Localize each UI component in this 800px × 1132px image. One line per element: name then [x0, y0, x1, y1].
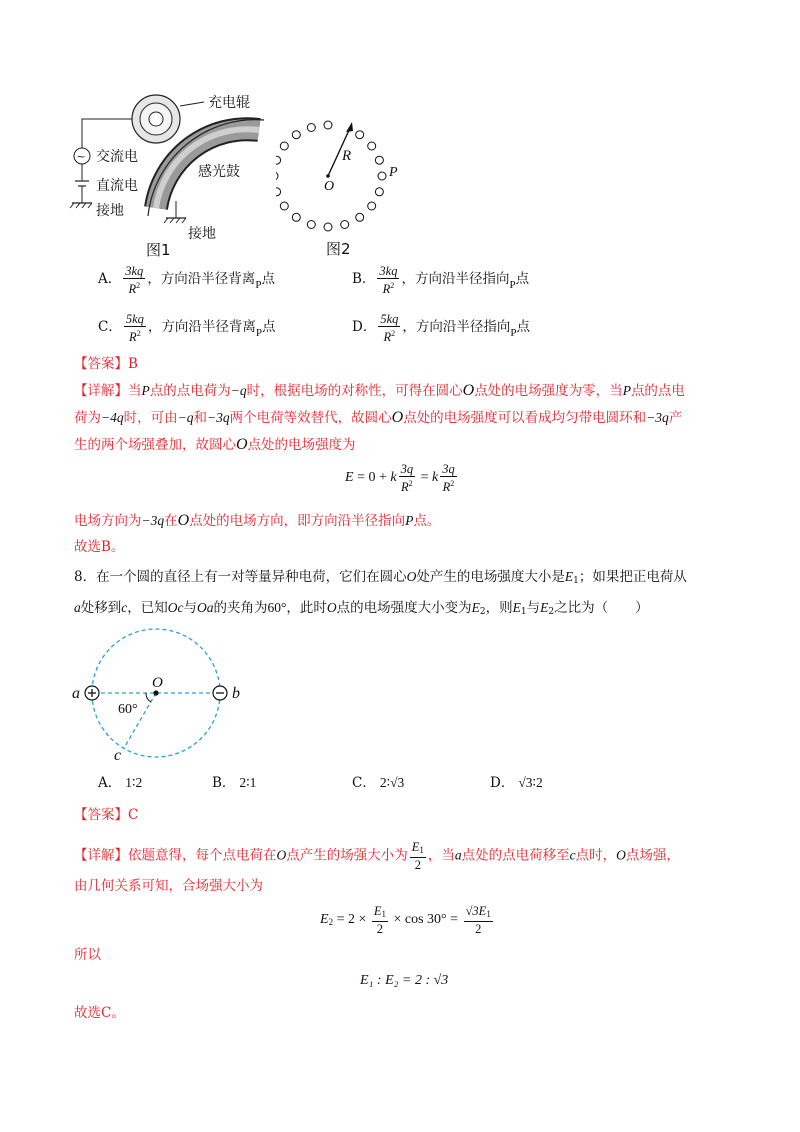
q7-detail-line-2 — [74, 408, 682, 428]
q7-sym: O — [236, 436, 248, 453]
ring-charge — [375, 156, 383, 164]
ac-label: 交流电 — [96, 149, 138, 165]
angle-label: 60° — [118, 702, 138, 717]
q8-sub: 2 — [479, 607, 486, 617]
ring-charge — [276, 156, 281, 164]
q8-text: 8．在一个圆的直径上有一对等量异种电荷，它们在圆心 — [74, 569, 407, 585]
option-value: 1∶2 — [125, 775, 143, 790]
q8-text: ，此时 — [286, 600, 327, 616]
frac-sub: 1 — [419, 845, 424, 855]
point-o-label: O — [152, 675, 163, 691]
q7-option-a — [98, 262, 275, 302]
formula-pow: 2 — [450, 479, 455, 488]
q7-text: 时，可由 — [123, 410, 178, 426]
option-value: 2∶1 — [239, 775, 257, 790]
q8-text: ，则 — [485, 600, 513, 616]
q7-text: 两个电荷等效替代，故圆心 — [229, 410, 392, 426]
figure-1-caption: 图1 — [146, 241, 171, 259]
q8-text: 与 — [183, 600, 197, 616]
q8-option-d — [490, 773, 543, 793]
q8-sym: O — [406, 569, 417, 584]
q8-text: ，已知 — [127, 600, 168, 616]
formula-den: R — [442, 480, 451, 494]
q8-formula-2: E₁ : E₂ = 2 : √3 — [360, 973, 449, 988]
q7-text: 点。 — [413, 513, 441, 529]
option-num: 3kq — [125, 263, 144, 278]
option-pow: 2 — [391, 328, 396, 338]
option-text: ，方向沿半径背离 — [147, 271, 256, 287]
q8-option-c — [352, 773, 404, 793]
q8-option-b — [212, 773, 256, 793]
q7-text: 荷为 — [74, 410, 101, 426]
ring-charge — [368, 142, 376, 150]
option-p: P — [255, 327, 263, 339]
q7-formula — [345, 462, 459, 494]
r-label: R — [342, 148, 352, 164]
q8-text: ，当 — [427, 847, 455, 864]
formula-k: k — [390, 470, 397, 486]
option-tail: 点 — [262, 319, 276, 335]
q7-sym: P — [622, 383, 631, 398]
option-letter: C． — [352, 775, 376, 791]
formula-text: = — [417, 470, 432, 486]
option-value: √3∶2 — [518, 775, 543, 790]
option-pow: 2 — [136, 328, 141, 338]
option-text: ，方向沿半径指向 — [402, 319, 511, 335]
q8-sub: 1 — [520, 607, 527, 617]
frac-den: 2 — [414, 858, 421, 872]
formula-pow: 2 — [408, 479, 413, 488]
ring-charge — [341, 221, 349, 229]
q8-sym: O — [276, 847, 287, 863]
formula-sub: 2 — [328, 917, 334, 928]
q8-text: ；如果把正电荷从 — [578, 569, 687, 585]
formula-e: E — [345, 470, 354, 486]
q7-text: 点处的电场强度为零，当 — [474, 383, 623, 399]
roller-label: 充电辊 — [208, 95, 250, 111]
ring-charge — [324, 121, 332, 129]
ground-label-left: 接地 — [96, 203, 124, 219]
ring-charge — [276, 188, 281, 196]
q8-text: 与 — [526, 600, 541, 616]
q8-option-a — [98, 773, 142, 793]
figure-2-caption: 图2 — [326, 240, 351, 258]
ring-charge — [292, 131, 300, 139]
q8-text: 点时， — [575, 847, 617, 864]
option-tail: 点 — [516, 319, 531, 335]
q7-text: 点的点电荷为 — [149, 383, 231, 399]
q8-text: 依题意得，每个点电荷在 — [128, 847, 277, 864]
formula-k: k — [431, 470, 439, 486]
q7-text: 在 — [164, 513, 178, 529]
ring-charge — [280, 202, 288, 210]
ring-charge — [280, 142, 288, 150]
q7-text: 和 — [193, 410, 207, 426]
q8-text: 的夹角为 — [213, 600, 268, 616]
q7-sym: P — [405, 513, 414, 528]
q7-text: 点的点电 — [630, 383, 685, 399]
q7-conclusion: 故选B。 — [74, 539, 125, 555]
q8-text: 点的电场强度大小变为 — [336, 600, 472, 616]
q7-text: 点处的电场强度为 — [247, 437, 356, 453]
q8-text: 点处的点电荷移至 — [461, 847, 570, 864]
option-text: ，方向沿半径背离 — [147, 319, 256, 335]
option-letter: D． — [490, 775, 515, 791]
q8-sym: Oc — [167, 600, 184, 615]
q8-sym: Oa — [197, 600, 214, 615]
formula-text: × cos 30° = — [390, 912, 462, 928]
q8-answer-tag: 【答案】 — [74, 807, 128, 823]
q7-sym: O — [462, 382, 475, 399]
p-label: P — [389, 165, 398, 180]
q8-sub: 2 — [548, 607, 555, 617]
q8-text: 之比为（ ） — [554, 600, 649, 616]
frac-sub: 1 — [486, 909, 491, 919]
option-pow: 2 — [390, 280, 395, 290]
q8-angle: 60° — [267, 600, 287, 615]
q7-text: 产 — [668, 410, 683, 426]
option-letter: B． — [212, 775, 236, 791]
q7-sym: O — [391, 409, 404, 426]
q8-sym: E — [564, 569, 574, 584]
ring-charge — [324, 223, 332, 231]
q7-sym: −3q — [207, 410, 230, 425]
q7-text: 点处的电场强度可以看成均匀带电圆环和 — [403, 410, 647, 426]
q7-sym: −3q — [646, 410, 669, 425]
option-pow: 2 — [136, 280, 141, 290]
q8-sym: O — [616, 847, 626, 863]
option-den: R — [383, 329, 392, 344]
option-num: 3kq — [379, 263, 398, 278]
ring-charge — [276, 172, 278, 180]
formula-num: 3q — [442, 462, 455, 476]
q7-text: 当 — [128, 383, 142, 399]
q7-detail-tag: 【详解】 — [74, 383, 128, 399]
ring-charge — [307, 221, 315, 229]
q7-option-b — [352, 262, 529, 302]
frac-num: √3E — [465, 904, 487, 918]
q8-text: 点场强， — [625, 847, 680, 864]
q8-sym: E — [512, 600, 521, 615]
option-value: 2∶√3 — [379, 775, 405, 790]
ring-charge — [375, 188, 383, 196]
q7-text: 电场方向为 — [74, 513, 142, 529]
q8-text: 处产生的电场强度大小是 — [416, 569, 565, 585]
q8-detail-line-1 — [74, 840, 680, 872]
q8-sym: a — [74, 600, 81, 615]
figure-1-charging-roller — [64, 88, 284, 260]
ring-charge — [378, 172, 386, 180]
q7-sym: −3q — [141, 513, 165, 528]
q7-option-d — [352, 310, 530, 350]
svg-text:~: ~ — [76, 150, 86, 163]
q7-answer-tag: 【答案】 — [74, 356, 128, 372]
option-text: ，方向沿半径指向 — [401, 271, 510, 287]
formula-den: R — [401, 480, 409, 494]
q8-stem-line-2 — [74, 598, 649, 622]
q8-text: 点产生的场强大小为 — [286, 847, 408, 864]
q7-sym: −4q — [101, 410, 124, 425]
option-p: P — [255, 279, 262, 291]
frac-num: E — [411, 840, 420, 854]
option-tail: 点 — [261, 271, 275, 287]
q8-sym: a — [454, 847, 462, 863]
q8-formula-1 — [320, 904, 495, 936]
q7-sym: O — [177, 512, 190, 529]
q8-answer: C — [128, 807, 139, 823]
q8-circle-figure — [70, 625, 260, 765]
q8-sym: E — [540, 600, 549, 615]
ring-charge — [356, 131, 364, 139]
q8-text: 处移到 — [80, 600, 122, 616]
q8-sub: 1 — [573, 576, 579, 586]
frac-num: E — [373, 904, 382, 918]
option-p: P — [510, 327, 517, 339]
option-letter: A． — [98, 271, 122, 287]
o-label: O — [324, 179, 335, 194]
option-den: R — [128, 281, 137, 296]
q8-detail-tag: 【详解】 — [74, 847, 128, 864]
charge-ring — [276, 121, 386, 231]
q7-detail-line-3 — [74, 435, 356, 455]
formula-text: = 2 × — [333, 912, 370, 928]
dc-label: 直流电 — [96, 178, 138, 194]
q7-text: 时，根据电场的对称性，可得在圆心 — [246, 383, 463, 399]
frac-sub: 1 — [381, 909, 386, 919]
formula-num: 3q — [400, 462, 414, 476]
point-b-label: b — [232, 685, 240, 702]
ring-charge — [307, 124, 315, 132]
q8-sym: O — [326, 600, 337, 615]
q8-conclusion: 故选C。 — [74, 1005, 125, 1021]
option-letter: C． — [98, 319, 122, 335]
q8-detail-line-2: 由几何关系可知，合场强大小为 — [74, 878, 263, 894]
option-letter: B． — [352, 271, 376, 287]
option-p: P — [509, 279, 516, 291]
frac-den: 2 — [475, 922, 482, 936]
ring-charge — [356, 213, 364, 221]
q8-so: 所以 — [74, 947, 101, 963]
ground-label-drum: 接地 — [188, 226, 216, 242]
q7-detail-line-1 — [74, 381, 685, 401]
q7-sym: −q — [230, 383, 247, 398]
q7-text: 生的两个场强叠加，故圆心 — [74, 437, 236, 453]
q8-sym: c — [121, 600, 128, 615]
q7-text: 点处的电场方向，即方向沿半径指向 — [189, 513, 406, 529]
option-letter: A． — [98, 775, 122, 791]
q7-detail-line-4 — [74, 511, 440, 531]
q8-answer-line — [74, 805, 138, 825]
q7-answer-line — [74, 354, 138, 374]
ring-charge — [292, 213, 300, 221]
q8-stem-line-1 — [74, 567, 687, 591]
drum-label: 感光鼓 — [198, 164, 240, 180]
ring-charge — [368, 202, 376, 210]
formula-text: = 0 + — [353, 470, 391, 486]
option-den: R — [129, 329, 137, 344]
option-num: 5kq — [125, 311, 144, 326]
formula-e: E — [320, 912, 329, 928]
option-letter: D． — [352, 319, 377, 335]
q7-answer: B — [128, 356, 138, 372]
point-a-label: a — [72, 685, 80, 702]
q8-sym: E — [471, 600, 480, 615]
option-tail: 点 — [515, 271, 530, 287]
q7-option-c — [98, 310, 276, 350]
option-num: 5kq — [380, 311, 399, 326]
point-c-label: c — [114, 747, 122, 764]
frac-den: 2 — [376, 922, 384, 936]
q7-sym: P — [141, 383, 150, 398]
q8-sym: c — [569, 847, 576, 863]
figure-2-charge-ring — [276, 110, 406, 260]
q7-sym: −q — [177, 410, 194, 425]
option-den: R — [382, 281, 391, 296]
